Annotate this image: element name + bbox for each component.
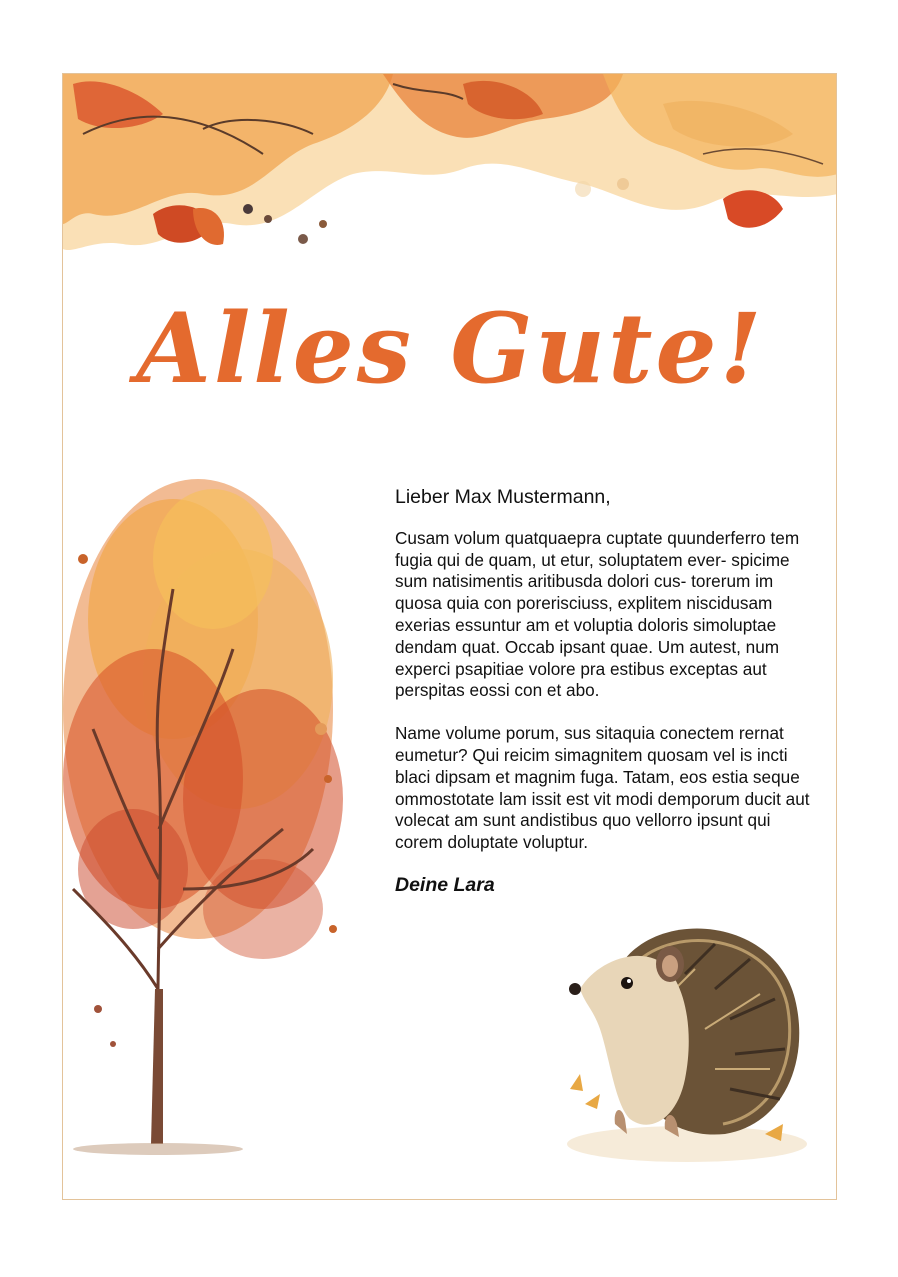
letter-paragraph-1: Cusam volum quatquaepra cuptate quunderferro tem fugia qui de quam, ut etur, soluptatem ever- spicime sum natisimentis aritibusda dolori cus- torerum im quosa quia con porerisciuss, explitem niscidusam exerias essuntur am et voluptia doloris simoluptae dendam quat. Occab ipsant quae. Um autest, num experci psapitiae volore pra estibus exceptas aut perspitas eossi con et abo. xyxy=(395,527,800,701)
greeting-card xyxy=(62,73,837,1200)
letter-signature: Deine Lara xyxy=(395,873,495,896)
autumn-tree-illustration xyxy=(63,449,353,1169)
letter-greeting: Lieber Max Mustermann, xyxy=(395,486,611,508)
letter-body xyxy=(395,487,815,897)
autumn-leaves-banner xyxy=(63,74,837,274)
card-title: Alles Gute! xyxy=(136,292,765,405)
letter-paragraph-2: Name volume porum, sus sitaquia conectem rernat eumetur? Qui reicim simagnitem quosam vel is incti blaci dipsam et magnim fuga. Tatam, eos estia seque ommostotate lam issit est vit modi demporum ducit aut volecat am sunt andistibus quo vellorro ipsunt qui corem doluptate voluptur. xyxy=(395,723,810,853)
hedgehog-illustration xyxy=(555,909,820,1174)
